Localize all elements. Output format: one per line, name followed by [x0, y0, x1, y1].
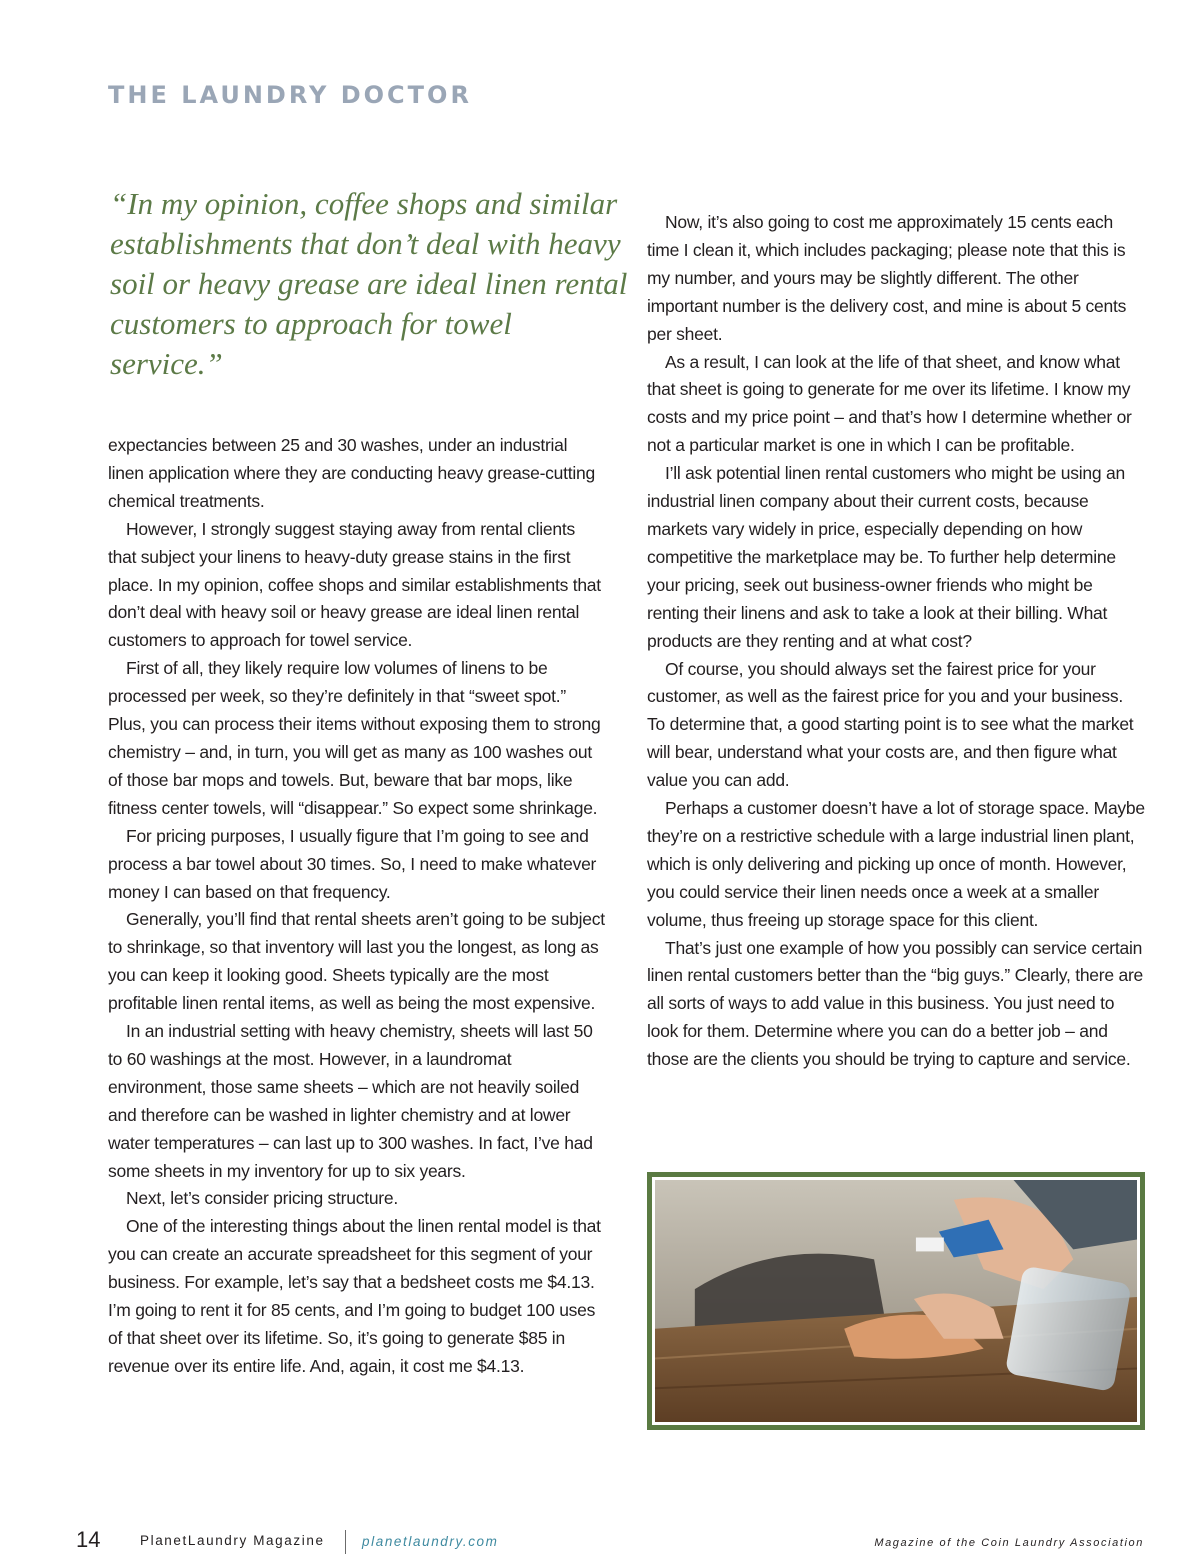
paragraph: That’s just one example of how you possibly can service certain linen rental customers better than the “big guys.” Clearly, there are all sorts of ways to add value in this business. You just need to look for them. Determine where you can do a better job – and those are the clients you should be trying to capture and service. [647, 937, 1144, 1070]
paragraph: One of the interesting things about the linen rental model is that you can create an accurate spreadsheet for this segment of your business. For example, let’s say that a bedsheet costs me $4.13. I’m going to rent it for 85 cents, and I’m going to budget 100 uses of that sheet over its lifetime. So, it’s going to generate $85 in revenue over its entire life. And, again, it cost me $4.13. [108, 1216, 601, 1376]
paragraph: However, I strongly suggest staying away from rental clients that subject your linens to heavy-duty grease stains in the first place. In my opinion, coffee shops and similar establishments that don’t deal with heavy soil or heavy grease are ideal linen rental customers to approach for towel service. [108, 518, 601, 651]
association-tagline: Magazine of the Coin Laundry Association [874, 1537, 1144, 1549]
paragraph: For pricing purposes, I usually figure that I’m going to see and process a bar towel about 30 times. So, I need to make whatever money I can based on that frequency. [108, 825, 597, 902]
cleaning-photo [647, 1172, 1145, 1430]
paragraph: Generally, you’ll find that rental sheets aren’t going to be subject to shrinkage, so that inventory will last you the longest, as long as you can keep it looking good. Sheets typically are the most profitable linen rental items, as well as being the most expensive. [108, 909, 605, 1014]
section-title: THE LAUNDRY DOCTOR [108, 81, 472, 109]
paragraph: expectancies between 25 and 30 washes, under an industrial linen application where they are conducting heavy grease-cutting chemical treatments. [108, 435, 595, 511]
pull-quote: “In my opinion, coffee shops and similar establishments that don’t deal with heavy soil or heavy grease are ideal linen rental customers to approach for towel service.” [110, 186, 628, 381]
footer-divider [345, 1530, 346, 1554]
paragraph: Of course, you should always set the fairest price for your customer, as well as the fairest price for you and your business. To determine that, a good starting point is to see what the market will bear, understand what your costs are, and then figure what value you can add. [647, 658, 1134, 791]
magazine-name: PlanetLaundry Magazine [140, 1533, 325, 1548]
paragraph: First of all, they likely require low volumes of linens to be processed per week, so they’re definitely in that “sweet spot.” Plus, you can process their items without exposing them to strong chemistry – and, in turn, you will get as many as 100 washes out of those bar mops and towels. But, beware that bar mops, like fitness center towels, will “disappear.” So expect some shrinkage. [108, 658, 601, 818]
paragraph: Perhaps a customer doesn’t have a lot of storage space. Maybe they’re on a restrictive schedule with a large industrial linen plant, which is only delivering and picking up once of month. However, you could service their linen needs once a week at a smaller volume, thus freeing up storage space for this client. [647, 798, 1145, 930]
paragraph: In an industrial setting with heavy chemistry, sheets will last 50 to 60 washings at the most. However, in a laundromat environment, those same sheets – which are not heavily soiled and therefore can be washed in lighter chemistry and at lower water temperatures – can last up to 300 washes. In fact, I’ve had some sheets in my inventory for up to six years. [108, 1021, 593, 1181]
left-column [108, 432, 606, 1381]
paragraph: As a result, I can look at the life of that sheet, and know what that sheet is going to generate for me over its lifetime. I know my costs and my price point – and that’s how I determine whether or not a particular market is one in which I can be profitable. [647, 351, 1132, 456]
page-number: 14 [76, 1527, 101, 1552]
paragraph: I’ll ask potential linen rental customers who might be using an industrial linen company about their current costs, because markets vary widely in price, especially depending on how competitive the marketplace may be. To further help determine your pricing, seek out business-owner friends who might be renting their linens and ask to take a look at their billing. What products are they renting and at what cost? [647, 463, 1125, 651]
spray-bottle-cleaning-table-image [655, 1180, 1137, 1422]
right-column [647, 209, 1145, 1074]
paragraph: Now, it’s also going to cost me approximately 15 cents each time I clean it, which includes packaging; please note that this is my number, and yours may be slightly different. The other important number is the delivery cost, and mine is about 5 cents per sheet. [647, 212, 1127, 344]
website-link[interactable]: planetlaundry.com [362, 1534, 499, 1549]
paragraph: Next, let’s consider pricing structure. [126, 1188, 398, 1209]
